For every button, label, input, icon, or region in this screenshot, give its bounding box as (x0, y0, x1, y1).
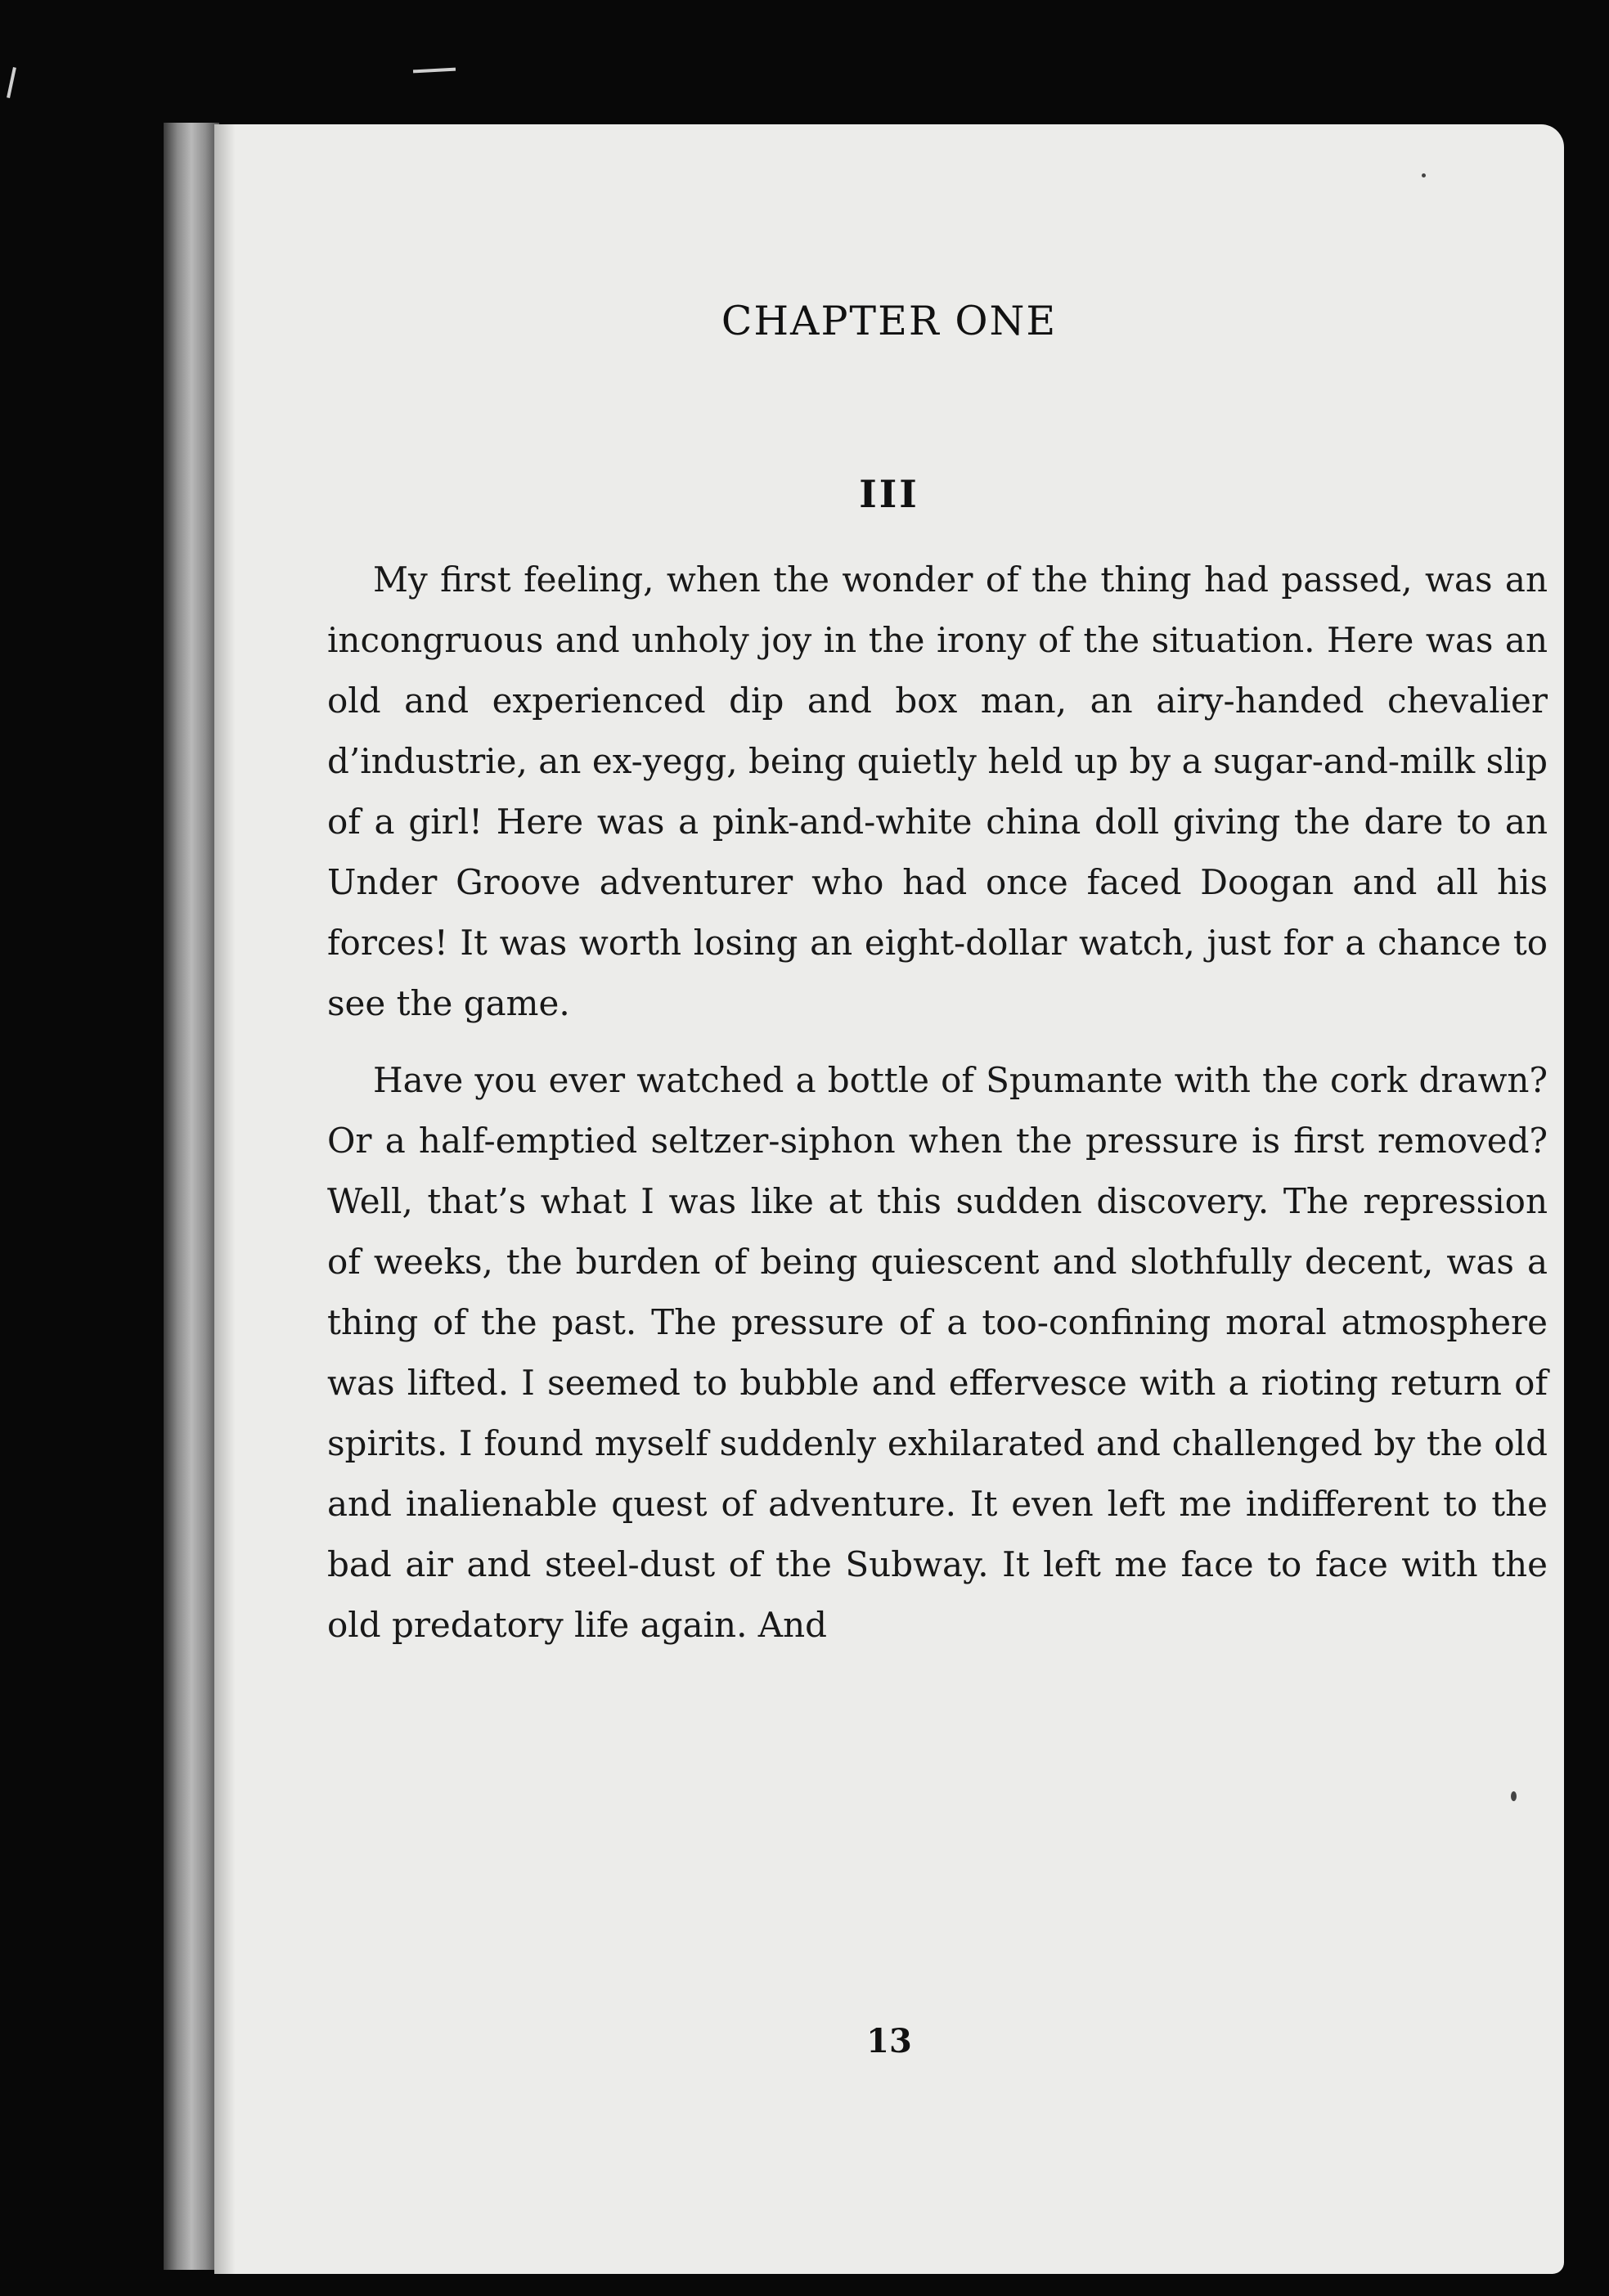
chapter-title: CHAPTER ONE (721, 298, 1058, 344)
ink-speck (1422, 173, 1426, 177)
ink-speck (1511, 1791, 1517, 1801)
book-spine-strip (164, 123, 219, 2270)
gutter-shadow (214, 124, 236, 2274)
section-number: III (859, 472, 919, 516)
body-text (327, 550, 1548, 1656)
paragraph: Have you ever watched a bottle of Spumante with the cork drawn? Or a half-emptied seltzer-siphon when the pressure is first removed? Well, that’s what I was like at this sudden discovery. The repression of weeks, the burden of being quiescent and slothfully decent, was a thing of the past. The pressure of a too-confining moral atmosphere was lifted. I seemed to bubble and effervesce with a rioting return of spirits. I found myself suddenly exhilarated and challenged by the old and inalienable quest of adventure. It even left me indifferent to the bad air and steel-dust of the Subway. It left me face to face with the old predatory life again. And (327, 1060, 1548, 1645)
book-page (214, 124, 1564, 2274)
paragraph: My first feeling, when the wonder of the thing had passed, was an incongruous and unholy joy in the irony of the situation. Here was an old and experienced dip and box man, an airy-handed chevalier d’industrie, an ex-yegg, being quietly held up by a sugar-and-milk slip of a girl! Here was a pink-and-white china doll giving the dare to an Under Groove adventurer who had once faced Doogan and all his forces! It was worth losing an eight-dollar watch, just for a chance to see the game. (327, 559, 1548, 1023)
scan-mark-slash (7, 67, 16, 98)
scan-mark-dash (413, 68, 456, 74)
page-number: 13 (866, 2022, 912, 2060)
